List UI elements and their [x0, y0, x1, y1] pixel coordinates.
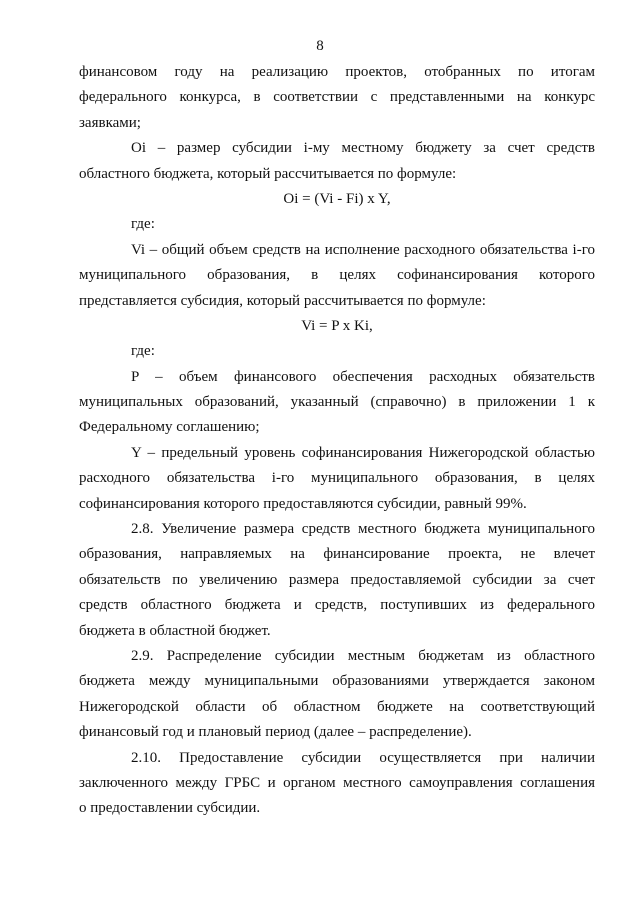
paragraph-continuation	[79, 60, 595, 136]
paragraph-where	[79, 212, 595, 237]
text-line: обязательств по увеличению размера предоставляемой субсидии за счет	[79, 571, 595, 588]
text-line: муниципальных образований, указанный (справочно) в приложении 1 к	[79, 394, 595, 411]
text-line: образования, направляемых на финансирование проекта, не влечет	[79, 546, 595, 563]
text-line: муниципального образования, в целях софинансирования которого	[79, 267, 595, 284]
text-line: о предоставлении субсидии.	[79, 800, 261, 817]
text-line: Vi – общий объем средств на исполнение расходного обязательства i-го	[131, 241, 595, 258]
text-line: финансовом году на реализацию проектов, отобранных по итогам	[79, 64, 595, 80]
paragraph-2-10	[79, 746, 595, 822]
text-line: представляется субсидия, который рассчитывается по формуле:	[79, 292, 486, 309]
text-line: федерального конкурса, в соответствии с представленными на конкурс	[79, 89, 595, 106]
paragraph-vi-definition	[79, 238, 595, 314]
text-line: 2.8. Увеличение размера средств местного бюджета муниципального	[131, 521, 595, 538]
text-line: расходного обязательства i-го муниципального образования, в целях	[79, 470, 595, 487]
text-line: P – объем финансового обеспечения расходных обязательств	[131, 368, 595, 385]
text-line: средств областного бюджета и средств, поступивших из федерального	[79, 597, 595, 614]
paragraph-p-definition	[79, 365, 595, 441]
text-line: заявками;	[79, 114, 141, 131]
text-line: финансовый год и плановый период (далее – распределение).	[79, 724, 472, 741]
text-line: Oi – размер субсидии i-му местному бюджету за счет средств	[131, 140, 595, 157]
paragraph-2-8	[79, 517, 595, 644]
formula-vi: Vi = P x Ki,	[301, 317, 373, 334]
text-line: софинансирования которого предоставляются субсидии, равный 99%.	[79, 495, 527, 512]
text-line: бюджета в областной бюджет.	[79, 622, 271, 639]
text-line: Нижегородской области об областном бюджете на соответствующий	[79, 698, 595, 715]
paragraph-oi-definition	[79, 136, 595, 187]
paragraph-2-9	[79, 644, 595, 746]
paragraph-where	[79, 339, 595, 364]
text-line: бюджета между муниципальными образованиями утверждается законом	[79, 673, 595, 690]
text-line: где:	[131, 343, 155, 360]
text-line: Федеральному соглашению;	[79, 419, 260, 436]
text-line: заключенного между ГРБС и органом местного самоуправления соглашения	[79, 774, 595, 791]
text-line: где:	[131, 216, 155, 233]
paragraph-y-definition	[79, 441, 595, 517]
text-line: 2.9. Распределение субсидии местным бюджетам из областного	[131, 647, 595, 664]
text-line: Y – предельный уровень софинансирования Нижегородской областью	[131, 444, 595, 461]
formula-oi: Oi = (Vi - Fi) x Y,	[283, 190, 391, 207]
document-body	[79, 60, 595, 822]
page-number: 8	[316, 38, 324, 54]
text-line: 2.10. Предоставление субсидии осуществляется при наличии	[131, 749, 595, 766]
text-line: областного бюджета, который рассчитывается по формуле:	[79, 165, 457, 182]
